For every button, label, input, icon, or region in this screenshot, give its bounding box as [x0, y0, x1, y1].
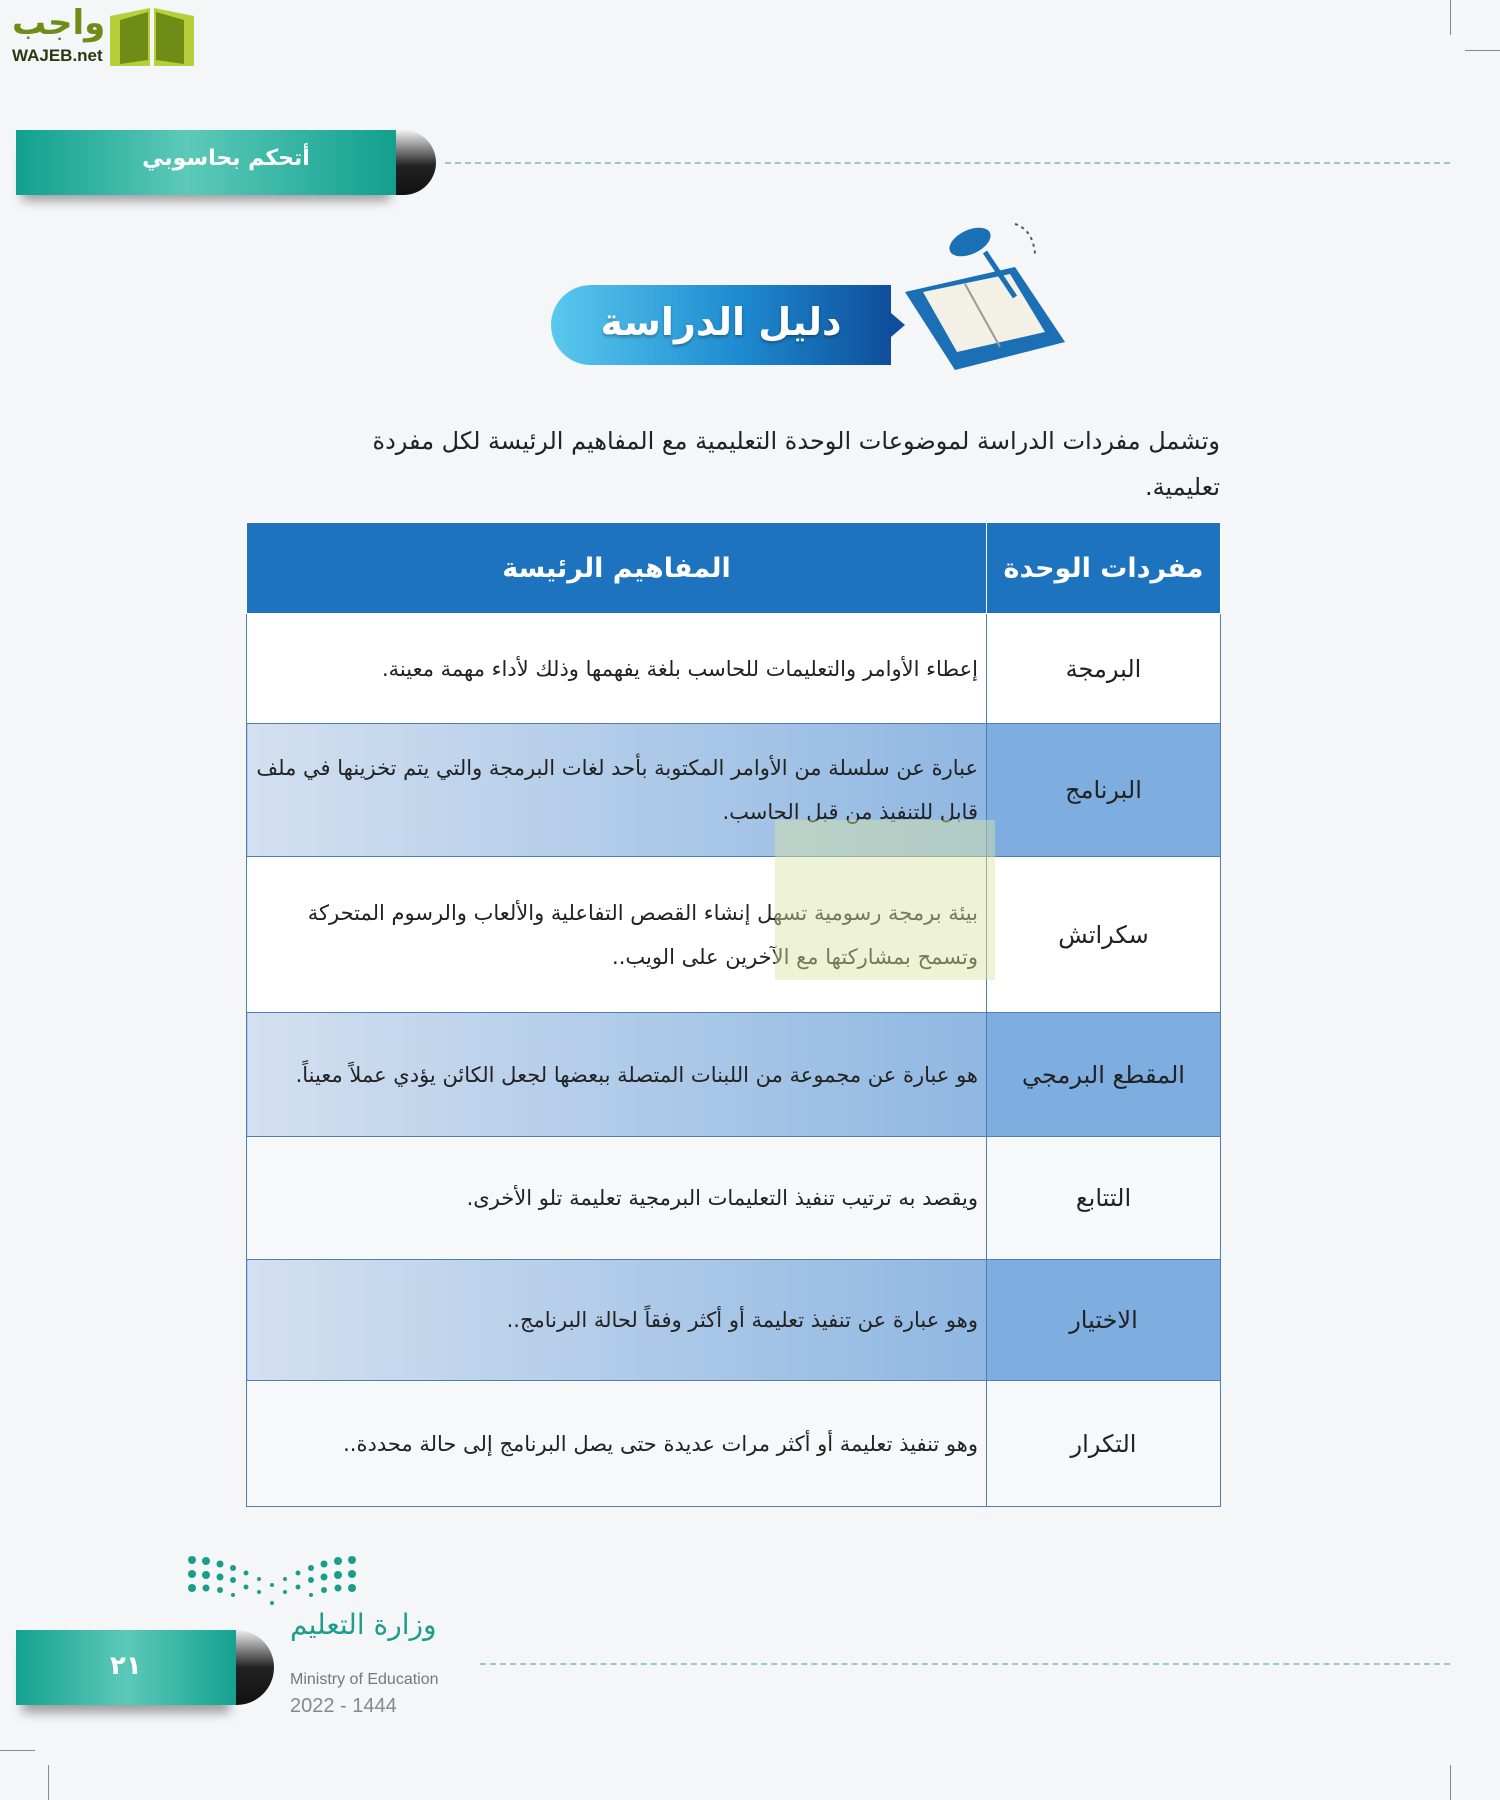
- footer-divider-dashed: [480, 1663, 1450, 1665]
- definition-cell: هو عبارة عن مجموعة من اللبنات المتصلة ببعضها لجعل الكائن يؤدي عملاً معيناً.: [247, 1013, 987, 1137]
- ministry-logo-dots-icon: [187, 1555, 357, 1610]
- logo-arabic: واجب: [12, 3, 106, 43]
- crop-mark: [48, 1765, 49, 1800]
- open-book-icon: [108, 8, 196, 68]
- term-cell: المقطع البرمجي: [987, 1013, 1221, 1137]
- ministry-name-english: Ministry of Education: [290, 1671, 439, 1688]
- term-cell: سكراتش: [987, 857, 1221, 1013]
- term-cell: البرنامج: [987, 724, 1221, 857]
- section-title-banner: [551, 285, 891, 365]
- table-row: [247, 857, 1221, 1013]
- divider-dashed: [445, 162, 1450, 164]
- study-guide-book-icon: [905, 222, 1070, 370]
- header-main-concepts: المفاهيم الرئيسة: [247, 523, 987, 614]
- definition-cell: بيئة برمجة رسومية تسهل إنشاء القصص التفاعلية والألعاب والرسوم المتحركة وتسمح بمشاركتها مع الآخرين على الويب..: [247, 857, 987, 1013]
- table-row: [247, 1260, 1221, 1381]
- crop-mark: [1465, 50, 1500, 51]
- intro-paragraph: وتشمل مفردات الدراسة لموضوعات الوحدة التعليمية مع المفاهيم الرئيسة لكل مفردة تعليمية.: [372, 427, 1220, 501]
- crop-mark: [0, 1750, 35, 1751]
- section-title: دليل الدراسة: [600, 300, 842, 344]
- table-header-row: [247, 523, 1221, 614]
- definition-cell: ويقصد به ترتيب تنفيذ التعليمات البرمجية تعليمة تلو الأخرى.: [247, 1137, 987, 1260]
- logo-latin: WAJEB.net: [12, 46, 103, 65]
- edition-year: 2022 - 1444: [290, 1695, 397, 1717]
- definition-cell: عبارة عن سلسلة من الأوامر المكتوبة بأحد لغات البرمجة والتي يتم تخزينها في ملف قابل للتنفيذ من قبل الحاسب.: [247, 724, 987, 857]
- footer-bar-cap: [236, 1630, 274, 1705]
- crop-mark: [1450, 0, 1451, 35]
- study-guide-table: [246, 522, 1221, 1507]
- term-cell: التكرار: [987, 1381, 1221, 1507]
- crop-mark: [1450, 1765, 1451, 1800]
- definition-cell: إعطاء الأوامر والتعليمات للحاسب بلغة يفهمها وذلك لأداء مهمة معينة.: [247, 614, 987, 724]
- unit-title: أتحكم بحاسوبي: [142, 146, 310, 171]
- table-row: [247, 724, 1221, 857]
- term-cell: التتابع: [987, 1137, 1221, 1260]
- definition-cell: وهو تنفيذ تعليمة أو أكثر مرات عديدة حتى يصل البرنامج إلى حالة محددة..: [247, 1381, 987, 1507]
- table-row: [247, 1013, 1221, 1137]
- term-cell: الاختيار: [987, 1260, 1221, 1381]
- page-number: ٢١: [110, 1651, 142, 1681]
- table-row: [247, 614, 1221, 724]
- table-row: [247, 1381, 1221, 1507]
- banner-cap: [396, 130, 436, 195]
- ministry-name-arabic: وزارة التعليم: [290, 1608, 437, 1641]
- term-cell: البرمجة: [987, 614, 1221, 724]
- header-unit-terms: مفردات الوحدة: [987, 523, 1221, 614]
- unit-banner: [16, 130, 396, 195]
- definition-cell: وهو عبارة عن تنفيذ تعليمة أو أكثر وفقاً لحالة البرنامج..: [247, 1260, 987, 1381]
- table-row: [247, 1137, 1221, 1260]
- wajeb-logo[interactable]: [10, 3, 190, 68]
